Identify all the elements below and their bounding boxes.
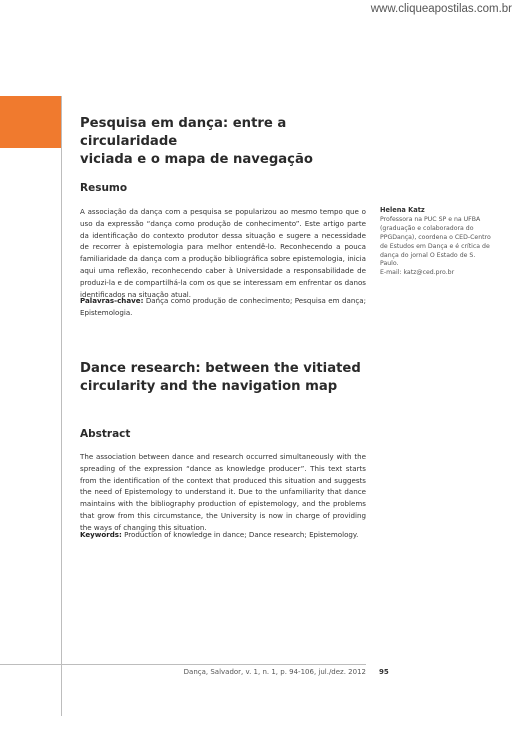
en-keywords-label: Keywords: xyxy=(80,530,122,539)
left-vertical-rule xyxy=(61,96,62,716)
orange-accent-block xyxy=(0,96,62,148)
footer-rule xyxy=(0,664,366,665)
author-name: Helena Katz xyxy=(380,206,425,214)
watermark-url: www.cliqueapostilas.com.br xyxy=(370,3,512,15)
author-box xyxy=(380,206,492,278)
en-abstract-text: The association between dance and research occurred simultaneously with the spreading of the expression “dance as knowledge producer”. This text starts from the identification of the context that produced this situation and suggests the need of Epistemology to understand it. Due to the unfamiliarity that dance maintains with the bibliography production of epistemology, and the problems that grow from this circumstance, the University is now in charge of providing the ways of changing this situation. xyxy=(80,452,366,532)
author-email: E-mail: katz@ced.pro.br xyxy=(380,269,455,277)
pt-keywords-text: Dança como produção de conhecimento; Pesquisa em dança; Epistemologia. xyxy=(80,296,366,317)
pt-title xyxy=(80,115,380,169)
page-number: 95 xyxy=(379,668,389,676)
pt-keywords-label: Palavras-chave: xyxy=(80,296,144,305)
en-abstract-heading: Abstract xyxy=(80,428,131,440)
author-bio: Professora na PUC SP e na UFBA (graduação e colaboradora do PPGDança), coordena o CED-Centro de Estudos em Dança e é crítica de dança do jornal O Estado de S. Paulo. xyxy=(380,215,491,268)
pt-keywords xyxy=(80,295,366,319)
en-keywords-text: Production of knowledge in dance; Dance research; Epistemology. xyxy=(124,530,359,539)
pt-abstract-text: A associação da dança com a pesquisa se popularizou ao mesmo tempo que o uso da expressão “dança como produção de conhecimento”. Este artigo parte da identificação do contexto produtor dessa situação e sugere a necessidade de recorrer à epistemologia para melhor entendê-lo. Reconhecendo a pouca familiaridade da dança com a produção bibliográfica sobre epistemologia, inicia aqui uma reflexão, reconhecendo caber à Universidade a responsabilidade de produzi-la e de compartilhá-la com os que se interessam em enfrentar os danos identificados na situação atual. xyxy=(80,207,366,299)
pt-title-line-2: viciada e o mapa de navegação xyxy=(80,152,313,167)
pt-abstract-heading: Resumo xyxy=(80,182,128,194)
en-title-line-1: Dance research: between the vitiated xyxy=(80,361,361,376)
pt-title-line-1: Pesquisa em dança: entre a circularidade xyxy=(80,116,287,149)
en-keywords xyxy=(80,529,366,541)
footer-citation: Dança, Salvador, v. 1, n. 1, p. 94-106, jul./dez. 2012 xyxy=(183,668,366,676)
en-title-line-2: circularity and the navigation map xyxy=(80,379,338,394)
en-title xyxy=(80,360,380,396)
